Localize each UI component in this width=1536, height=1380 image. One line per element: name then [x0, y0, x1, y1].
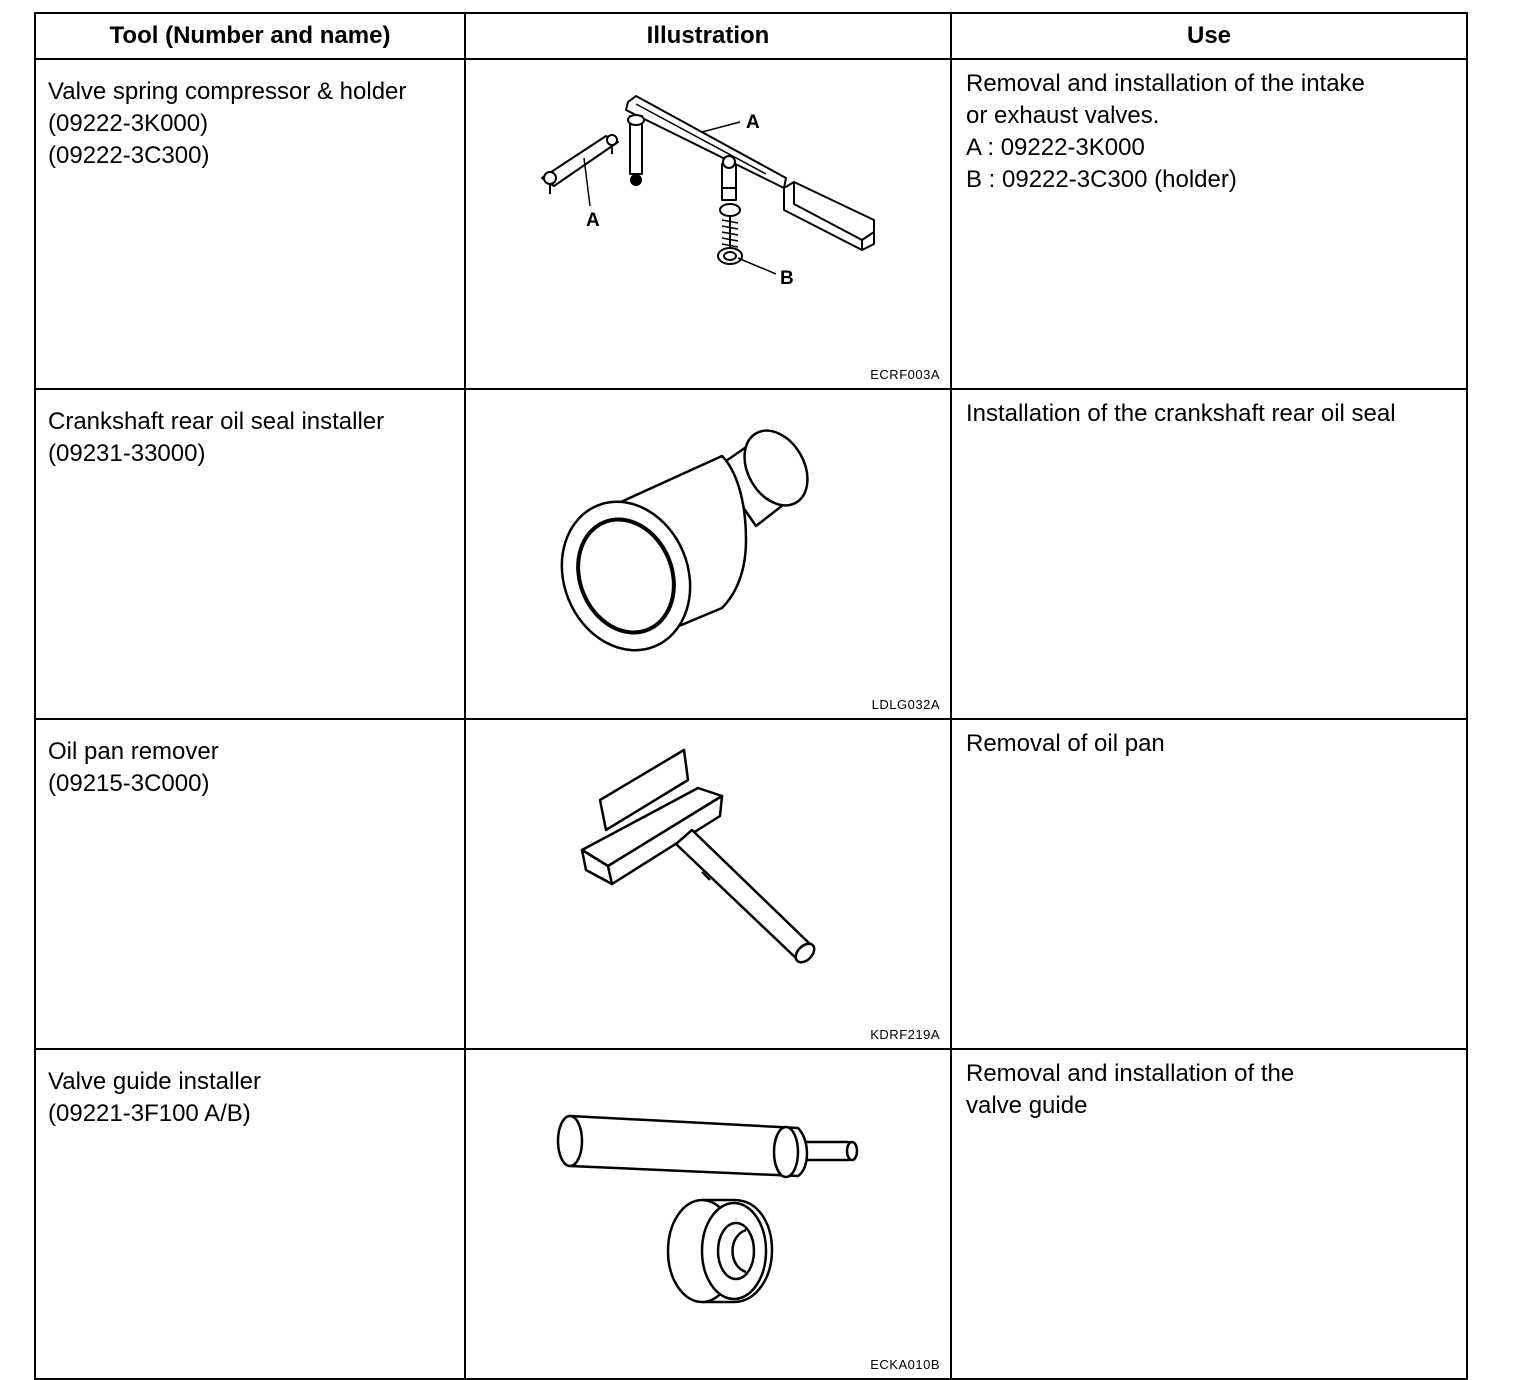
use-text: Removal and installation of the intake: [966, 70, 1365, 97]
tool-number: (09231-33000): [48, 440, 206, 467]
tool-number: (09222-3K000): [48, 110, 209, 137]
table-row: [35, 719, 1467, 1049]
valve-guide-installer-icon: [466, 1050, 952, 1362]
header-row: [35, 13, 1467, 59]
image-code: ECRF003A: [870, 367, 940, 382]
use-text: or exhaust valves.: [966, 102, 1160, 129]
image-code: ECKA010B: [870, 1357, 940, 1372]
header-illustration: Illustration: [465, 13, 951, 59]
illustration-cell: [465, 1049, 951, 1379]
use-cell: [951, 389, 1467, 719]
oil-pan-remover-icon: [466, 720, 952, 1032]
callout-label: A: [586, 210, 600, 231]
tool-name: Oil pan remover: [48, 738, 219, 765]
tool-name-cell: [35, 59, 465, 389]
header-tool: Tool (Number and name): [35, 13, 465, 59]
tool-name-cell: [35, 1049, 465, 1379]
special-tools-table: [34, 12, 1468, 1380]
illustration-cell: [465, 719, 951, 1049]
callout-label: A: [746, 112, 760, 133]
table-row: [35, 1049, 1467, 1379]
table-row: [35, 59, 1467, 389]
use-text: valve guide: [966, 1092, 1088, 1119]
tool-name: Valve spring compressor & holder: [48, 78, 407, 105]
use-text: Removal and installation of the: [966, 1060, 1295, 1087]
use-text: B : 09222-3C300 (holder): [966, 166, 1237, 193]
tool-name-cell: [35, 389, 465, 719]
image-code: LDLG032A: [871, 697, 940, 712]
illustration-cell: [465, 59, 951, 389]
tool-number: (09221-3F100 A/B): [48, 1100, 251, 1127]
tool-number: (09215-3C000): [48, 770, 210, 797]
oil-seal-installer-icon: [466, 390, 952, 702]
illustration-cell: [465, 389, 951, 719]
use-cell: [951, 1049, 1467, 1379]
use-text: Removal of oil pan: [966, 730, 1165, 757]
table-row: [35, 389, 1467, 719]
tool-name-cell: [35, 719, 465, 1049]
image-code: KDRF219A: [870, 1027, 940, 1042]
callout-label: B: [780, 268, 794, 289]
tool-number: (09222-3C300): [48, 142, 210, 169]
tool-name: Crankshaft rear oil seal installer: [48, 408, 385, 435]
tool-name: Valve guide installer: [48, 1068, 262, 1095]
header-use: Use: [951, 13, 1467, 59]
use-text: Installation of the crankshaft rear oil seal: [966, 400, 1396, 427]
use-text: A : 09222-3K000: [966, 134, 1145, 161]
use-cell: [951, 59, 1467, 389]
valve-spring-compressor-icon: [466, 60, 952, 372]
use-cell: [951, 719, 1467, 1049]
